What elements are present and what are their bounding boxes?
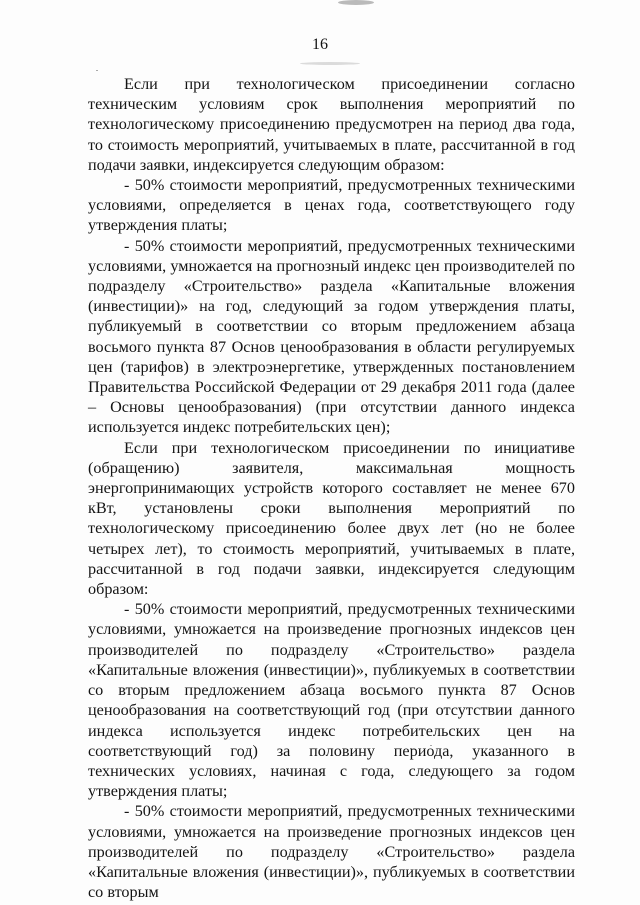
document-body [88, 74, 575, 902]
paragraph-second-half-forecast-index: - 50% стоимости мероприятий, предусмотренных техническими условиями, умножается на прогнозный индекс цен производителей по подразделу «Строительство» раздела «Капитальные вложения (инвестиции)» на год, следующий за годом утверждения платы, публикуемый в соответствии со вторым предложением абзаца восьмого пункта 87 Основ ценообразования в области регулируемых цен (тарифов) в электроэнергетике, утвержденных постановлением Правительства Российской Федерации от 29 декабря 2011 года (далее – Основы ценообразования) (при отсутствии данного индекса используется индекс потребительских цен); [88, 236, 575, 437]
paragraph-second-half-product-index: - 50% стоимости мероприятий, предусмотренных техническими условиями, умножается на произведение прогнозных индексов цен производителей по подразделу «Строительство» раздела «Капитальные вложения (инвестиции)», публикуемых в соответствии со вторым [88, 802, 575, 902]
page-number: 16 [312, 36, 328, 53]
paragraph-indexing-two-years: Если при технологическом присоединении согласно техническим условиям срок выполнения мероприятий по технологическому присоединению предусмотрен на период два года, то стоимость мероприятий, учитываемых в плате, рассчитанной в год подачи заявки, индексируется следующим образом: [88, 75, 575, 174]
paragraph-first-half-base-prices: - 50% стоимости мероприятий, предусмотренных техническими условиями, определяется в ценах года, соответствующего году утверждения платы; [88, 176, 575, 235]
paragraph-first-half-product-index: - 50% стоимости мероприятий, предусмотренных техническими условиями, умножается на произведение прогнозных индексов цен производителей по подразделу «Строительство» раздела «Капитальные вложения (инвестиции)», публикуемых в соответствии со вторым предложением абзаца восьмого пункта 87 Основ ценообразования на соответствующий год (при отсутствии данного индекса используется индекс потребительских цен на соответствующий год) за половину периода, указанного в технических условиях, начиная с года, следующего за годом утверждения платы; [88, 600, 575, 801]
scan-artifact [338, 0, 374, 5]
paragraph-indexing-over-two-years: Если при технологическом присоединении по инициативе (обращению) заявителя, максимальная мощность энергопринимающих устройств которого составляет не менее 670 кВт, установлены сроки выполнения мероприятий по технологическому присоединению более двух лет (но не более четырех лет), то стоимость мероприятий, учитываемых в плате, рассчитанной в год подачи заявки, индексируется следующим образом: [88, 438, 575, 599]
scan-artifact [96, 70, 98, 71]
scan-artifact [300, 62, 360, 65]
